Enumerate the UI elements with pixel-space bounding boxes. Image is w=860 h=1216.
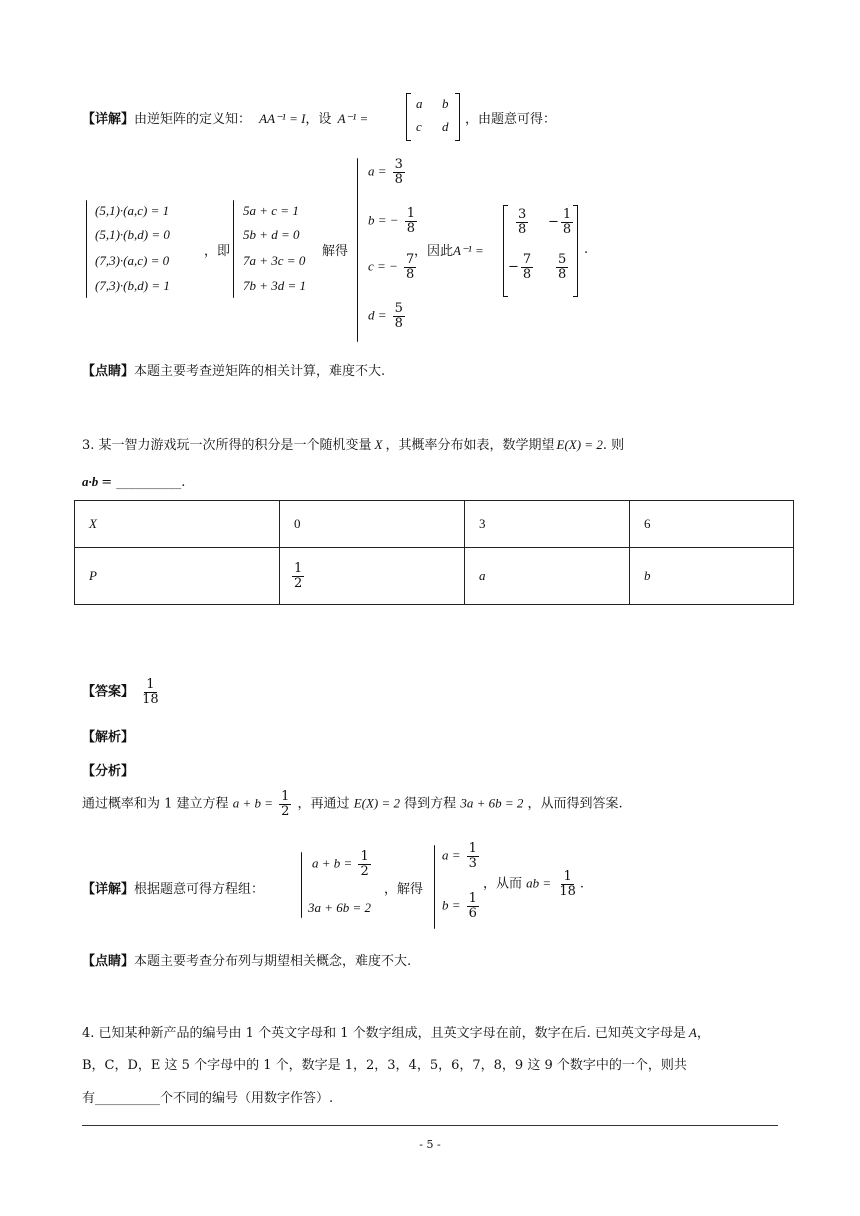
detail2-intro: 【详解】根据题意可得方程组：	[82, 882, 265, 897]
brace	[86, 200, 87, 298]
table-cell: P	[75, 548, 280, 605]
identity-eq: AA⁻¹ = I	[259, 111, 306, 126]
system2-eq: 5a + c = 1	[243, 203, 299, 218]
table-cell: 6	[630, 501, 794, 548]
ainv-label: A⁻¹ =	[337, 111, 369, 126]
table-row	[75, 548, 794, 605]
detail2-result: ，从而 ab = $\frac{1}{18}$ .	[483, 869, 585, 899]
detail-intro: 由逆矩阵的定义知：	[134, 112, 252, 127]
ji-text: ，即	[204, 244, 231, 259]
table-cell: 3	[465, 501, 630, 548]
q3-line-2: a·b = __________.	[82, 474, 186, 490]
sol-a: a = $\frac{3}{8}$	[368, 157, 403, 187]
jiexi-label: 【解析】	[82, 730, 135, 745]
system1-eq: (7,3)·(b,d) = 1	[95, 278, 170, 293]
result-m12: − $\frac{1}{8}$	[548, 207, 572, 237]
table-cell: a	[465, 548, 630, 605]
table-cell: b	[630, 548, 794, 605]
matrix-left-bracket	[406, 93, 411, 141]
system2-eq: 7a + 3c = 0	[243, 253, 306, 268]
table-cell: $\frac{1}{2}$	[280, 548, 465, 605]
system1-eq: (7,3)·(a,c) = 0	[95, 253, 170, 268]
matrix-entry: b	[442, 96, 449, 111]
note-1: 【点睛】本题主要考查逆矩阵的相关计算，难度不大.	[82, 364, 386, 379]
footer-rule	[82, 1125, 778, 1126]
q3-line-1: 3. 某一智力游戏玩一次所得的积分是一个随机变量 X ，其概率分布如表，数学期望 E(X) = 2. 则	[82, 437, 625, 453]
analysis-line: 通过概率和为 1 建立方程 a + b = $\frac{1}{2}$ ，再通过 E(X) = 2 得到方程 3a + 6b = 2 ，从而得到答案.	[82, 789, 623, 819]
detail-line-1	[82, 108, 368, 127]
q4-line-1: 4. 已知某种新产品的编号由 1 个英文字母和 1 个数字组成，且英文字母在前，数字在后. 已知英文字母是 A，	[82, 1025, 710, 1041]
distribution-table	[74, 500, 794, 605]
result-m22: $\frac{5}{8}$	[558, 252, 567, 282]
fenxi-label: 【分析】	[82, 764, 135, 779]
therefore-text: ，因此A⁻¹ =	[414, 243, 484, 259]
brace	[434, 845, 435, 929]
solve-text: 解得	[322, 244, 349, 259]
table-cell: 0	[280, 501, 465, 548]
system2-eq: 5b + d = 0	[243, 227, 300, 242]
detail2-eq2: 3a + 6b = 2	[308, 900, 372, 915]
answer: 【答案】 $\frac{1}{18}$	[82, 677, 159, 707]
brace	[357, 158, 358, 342]
detail-after: ，由题意可得：	[465, 112, 557, 127]
table-cell: X	[75, 501, 280, 548]
sol-d: d = $\frac{5}{8}$	[368, 301, 403, 331]
detail2-solve: ，解得	[384, 882, 424, 897]
matrix-entry: a	[416, 96, 423, 111]
system2-eq: 7b + 3d = 1	[243, 278, 307, 293]
detail-label: 【详解】	[82, 112, 135, 127]
result-m21: − $\frac{7}{8}$	[508, 252, 532, 282]
matrix-entry: d	[442, 119, 449, 134]
page-number: - 5 -	[419, 1138, 441, 1151]
sol-b: b = − $\frac{1}{8}$	[368, 206, 415, 236]
brace	[301, 852, 302, 918]
detail2-sol-b: b = $\frac{1}{6}$	[442, 891, 477, 921]
system1-eq: (5,1)·(a,c) = 1	[95, 203, 170, 218]
system1-eq: (5,1)·(b,d) = 0	[95, 227, 170, 242]
result-m11: $\frac{3}{8}$	[518, 207, 527, 237]
matrix-entry: c	[416, 119, 422, 134]
brace	[233, 200, 234, 298]
q4-line-3: 有__________个不同的编号（用数字作答）.	[82, 1091, 334, 1106]
detail2-sol-a: a = $\frac{1}{3}$	[442, 841, 477, 871]
let-text: ，设	[305, 112, 332, 127]
q4-line-2: B，C，D，E 这 5 个字母中的 1 个，数字是 1，2，3，4，5，6，7，8，9 这 9 个数字中的一个，则共	[82, 1058, 687, 1073]
end-dot: .	[584, 242, 589, 257]
detail2-eq1: a + b = $\frac{1}{2}$	[312, 849, 369, 879]
result-right-bracket	[573, 205, 578, 297]
result-left-bracket	[503, 205, 508, 297]
sol-c: c = − $\frac{7}{8}$	[368, 252, 415, 282]
matrix-right-bracket	[455, 93, 460, 141]
note-2: 【点睛】本题主要考查分布列与期望相关概念，难度不大.	[82, 954, 412, 969]
table-row	[75, 501, 794, 548]
